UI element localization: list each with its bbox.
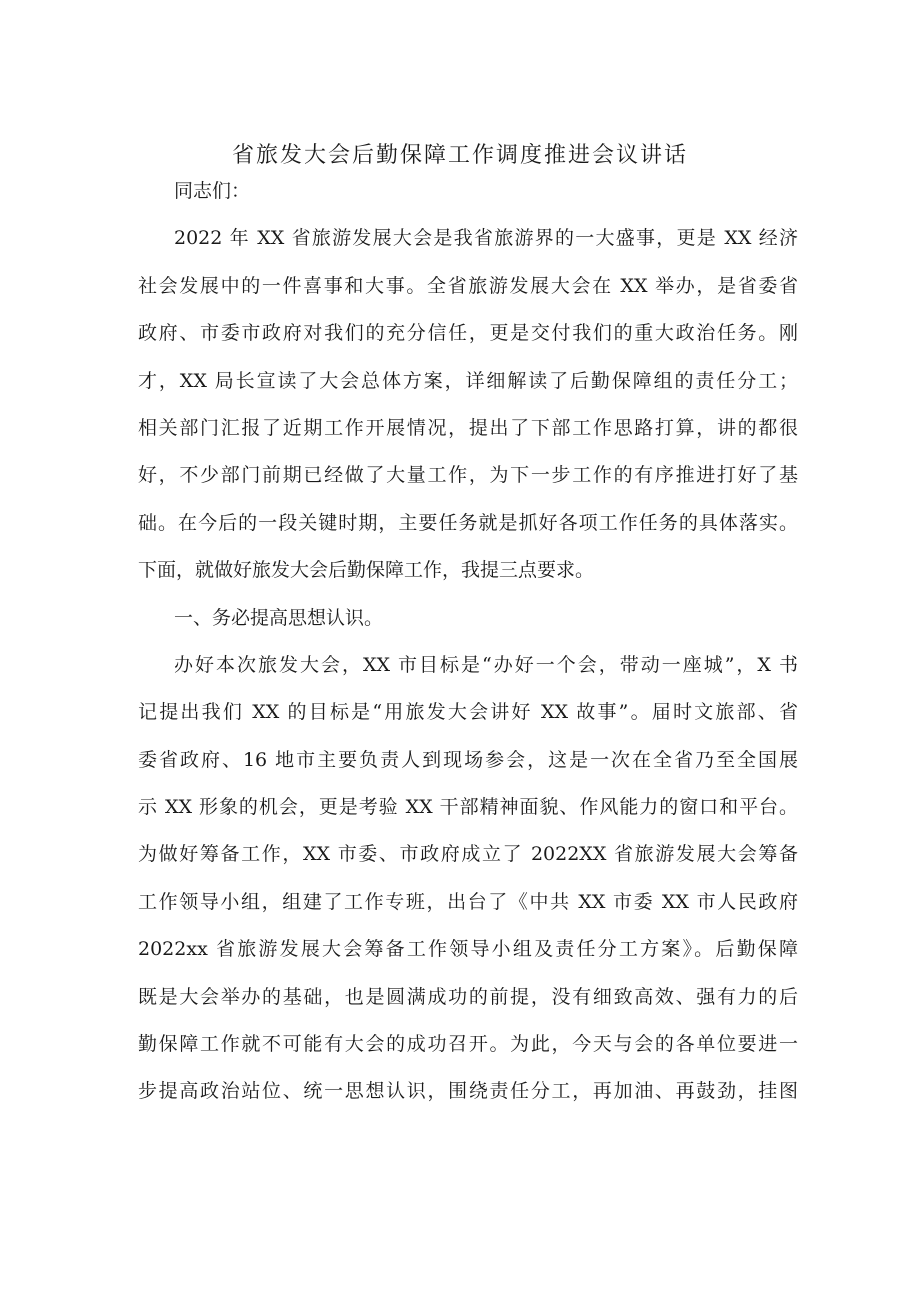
body-line: 政府、市委市政府对我们的充分信任，更是交付我们的重大政治任务。刚 (138, 322, 798, 345)
body-line: 一、务必提高思想认识。 (174, 606, 384, 629)
document-title: 省旅发大会后勤保障工作调度推进会议讲话 (231, 143, 688, 168)
body-line: 既是大会举办的基础，也是圆满成功的前提，没有细致高效、强有力的后 (138, 985, 798, 1008)
body-line: 工作领导小组，组建了工作专班，出台了《中共 XX 市委 XX 市人民政府 (138, 890, 798, 913)
body-line: 才，XX 局长宣读了大会总体方案，详细解读了后勤保障组的责任分工； (138, 369, 798, 392)
body-line: 同志们： (174, 180, 251, 202)
body-line: 础。在今后的一段关键时期，主要任务就是抓好各项工作任务的具体落实。 (138, 511, 798, 534)
body-line: 委省政府、16 地市主要负责人到现场参会，这是一次在全省乃至全国展 (138, 748, 798, 771)
body-line: 2022xx 省旅游发展大会筹备工作领导小组及责任分工方案》。后勤保障 (138, 938, 798, 961)
body-line: 2022 年 XX 省旅游发展大会是我省旅游界的一大盛事，更是 XX 经济 (174, 227, 798, 250)
body-line: 为做好筹备工作，XX 市委、市政府成立了 2022XX 省旅游发展大会筹备 (138, 843, 798, 866)
body-line: 步提高政治站位、统一思想认识，围绕责任分工，再加油、再鼓劲，挂图 (138, 1080, 798, 1103)
body-line: 勤保障工作就不可能有大会的成功召开。为此，今天与会的各单位要进一 (138, 1033, 798, 1056)
body-line: 相关部门汇报了近期工作开展情况，提出了下部工作思路打算，讲的都很 (138, 416, 798, 439)
body-line: 办好本次旅发大会，XX 市目标是“办好一个会，带动一座城”，X 书 (174, 653, 798, 676)
body-line: 记提出我们 XX 的目标是“用旅发大会讲好 XX 故事”。届时文旅部、省 (138, 701, 798, 724)
body-line: 示 XX 形象的机会，更是考验 XX 干部精神面貌、作风能力的窗口和平台。 (138, 796, 798, 819)
document-body (138, 168, 798, 1116)
body-line: 好，不少部门前期已经做了大量工作，为下一步工作的有序推进打好了基 (138, 464, 798, 487)
body-line: 下面，就做好旅发大会后勤保障工作，我提三点要求。 (138, 559, 595, 582)
body-line: 社会发展中的一件喜事和大事。全省旅游发展大会在 XX 举办，是省委省 (138, 274, 798, 297)
